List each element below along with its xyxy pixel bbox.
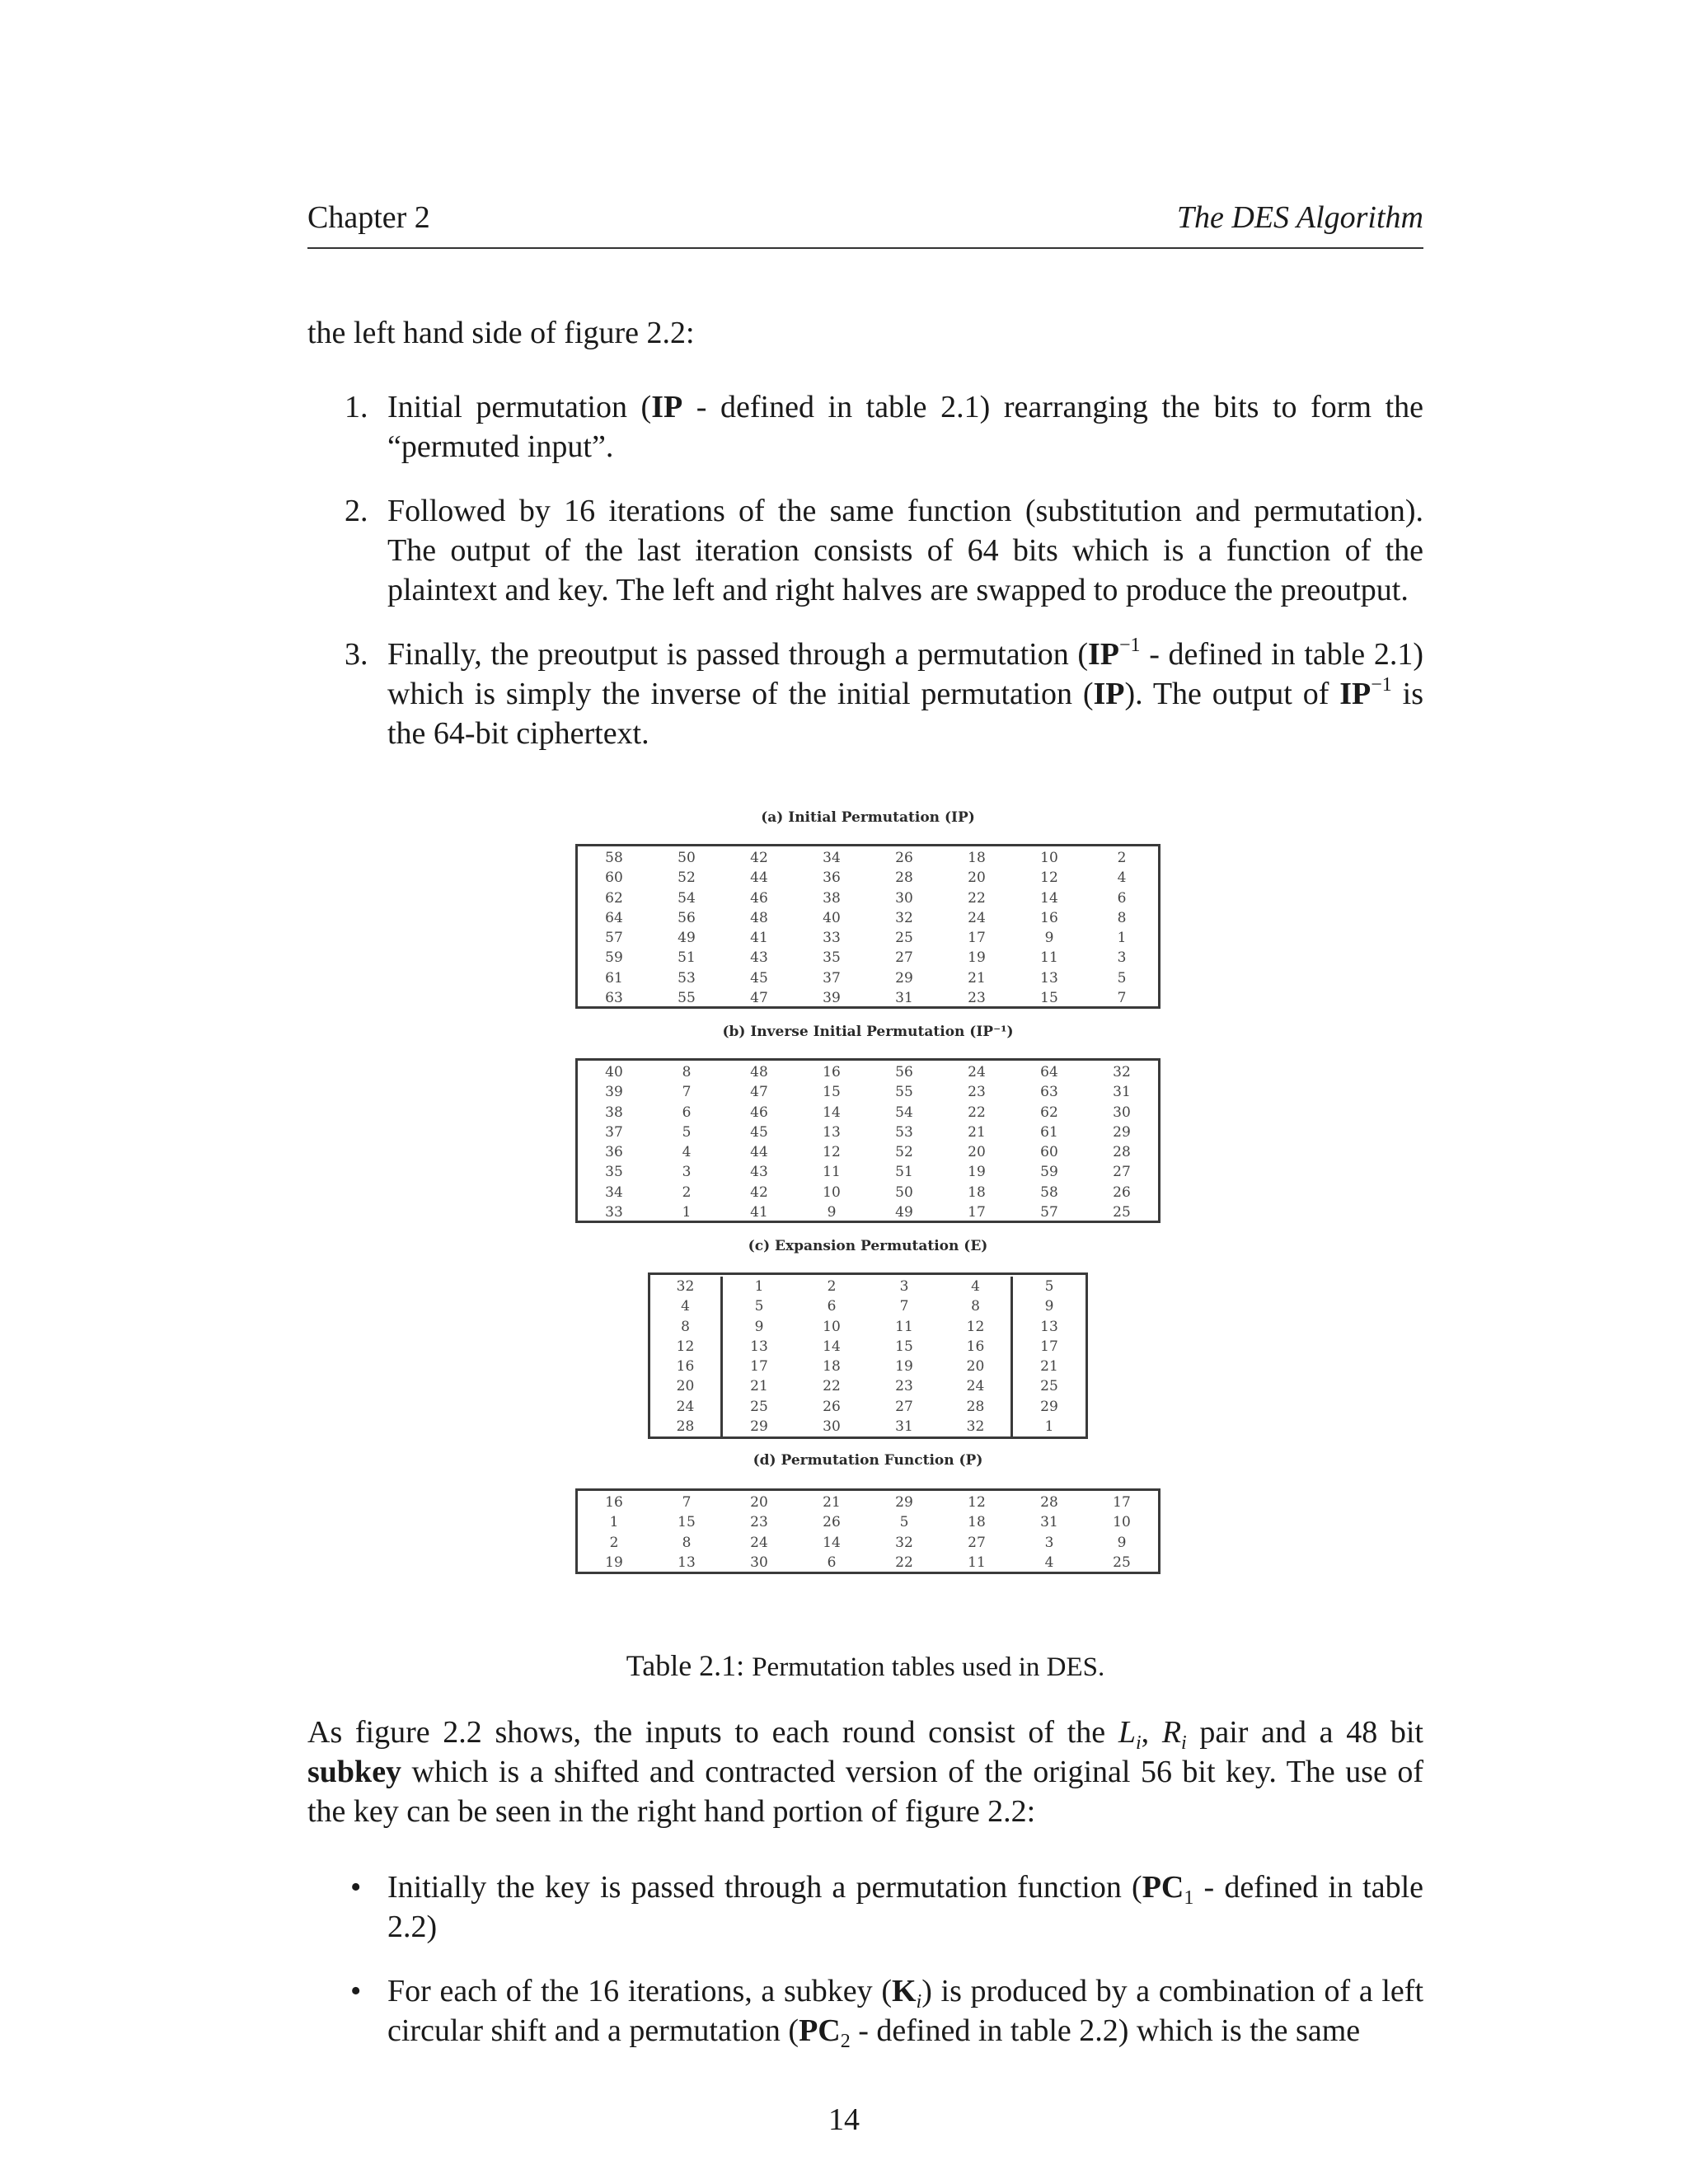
table-cell: 56	[678, 909, 696, 926]
table-cell: 60	[1040, 1144, 1058, 1161]
table-cell: 28	[650, 1417, 723, 1436]
list-item: 1. Initial permutation (IP - defined in table 2.1) rearranging the bits to form the “permuted input”.	[345, 390, 1423, 464]
table-cell: 17	[1040, 1338, 1058, 1355]
table-cell: 23	[750, 1514, 768, 1531]
table-cell: 31	[895, 990, 913, 1007]
table-cell: 26	[1113, 1183, 1131, 1201]
table-cell: 19	[605, 1554, 623, 1571]
table-cell: 29	[1040, 1398, 1058, 1415]
caption-expansion-permutation: (c) Expansion Permutation (E)	[748, 1238, 988, 1254]
table-cell: 1	[1117, 930, 1127, 947]
table-cell: 25	[750, 1398, 768, 1415]
table-caption-label: Table 2.1:	[626, 1649, 745, 1682]
table-cell: 57	[1040, 1204, 1058, 1221]
table-cell: 4	[650, 1296, 723, 1316]
table-cell: 1	[609, 1514, 619, 1531]
table-cell: 24	[750, 1534, 768, 1551]
table-cell: 14	[823, 1338, 841, 1355]
table-cell: 18	[968, 850, 986, 866]
table-cell: 10	[823, 1183, 841, 1201]
table-cell: 15	[1040, 990, 1058, 1007]
table-cell: 21	[1040, 1358, 1058, 1376]
table-cell: 31	[1113, 1084, 1131, 1101]
table-cell: 8	[940, 1296, 1013, 1316]
table-cell: 24	[650, 1397, 723, 1417]
table-cell: 14	[823, 1104, 841, 1121]
table-cell: 54	[895, 1104, 913, 1121]
table-cell: 40	[605, 1064, 623, 1080]
table-cell: 5	[899, 1514, 909, 1531]
list-item: 2. Followed by 16 iterations of the same function (substitution and permutation). The output of the last iteration consists of 64 bits which is a function of the plaintext and key. The left and right halves are swapped to produce the preoutput.	[345, 494, 1423, 607]
table-cell: 56	[895, 1064, 913, 1080]
table-cell: 16	[823, 1064, 841, 1080]
table-cell: 1	[1044, 1418, 1054, 1436]
table-cell: 52	[895, 1144, 913, 1161]
table-cell: 28	[940, 1397, 1013, 1417]
table-cell: 9	[1044, 1298, 1054, 1315]
table-cell: 10	[823, 1318, 841, 1335]
table-cell: 17	[750, 1358, 768, 1376]
list-item: • For each of the 16 iterations, a subkey $(K_i)$ is produced by a combination of a left circular shift and a permutation ($PC_2$ - defined in table 2.2) which is the same	[307, 1971, 1423, 2050]
table-cell: 37	[823, 969, 841, 987]
table-cell: 41	[750, 930, 768, 947]
table-cell: 13	[823, 1123, 841, 1141]
table-cell: 49	[895, 1204, 913, 1221]
table-cell: 24	[940, 1376, 1013, 1396]
table-cell: 13	[678, 1554, 696, 1571]
table-cell: 24	[968, 909, 986, 926]
table-cell: 15	[895, 1338, 913, 1355]
table-cell: 33	[823, 930, 841, 947]
table-cell: 10	[1040, 850, 1058, 866]
table-cell: 12	[1040, 869, 1058, 887]
table-cell: 8	[682, 1534, 692, 1551]
table-cell: 8	[1117, 909, 1127, 926]
table-cell: 5	[682, 1123, 692, 1141]
table-cell: 41	[750, 1204, 768, 1221]
table-cell: 53	[678, 969, 696, 987]
table-cell: 7	[1117, 990, 1127, 1007]
table-cell: 3	[899, 1278, 909, 1295]
table-cell: 13	[750, 1338, 768, 1355]
table-cell: 39	[605, 1084, 623, 1101]
table-cell: 19	[968, 1164, 986, 1181]
table-cell: 25	[1040, 1378, 1058, 1395]
table-cell: 9	[1044, 930, 1054, 947]
table-cell: 63	[1040, 1084, 1058, 1101]
table-cell: 8	[650, 1317, 723, 1337]
table-cell: 11	[968, 1554, 986, 1571]
table-cell: 64	[1040, 1064, 1058, 1080]
table-cell: 60	[605, 869, 623, 887]
table-cell: 9	[1117, 1534, 1127, 1551]
table-cell: 29	[895, 1494, 913, 1511]
caption-permutation-function: (d) Permutation Function (P)	[753, 1452, 983, 1469]
table-cell: 13	[1040, 969, 1058, 987]
table-cell: 54	[678, 889, 696, 907]
table-cell: 36	[823, 869, 841, 887]
table-cell: 14	[823, 1534, 841, 1551]
table-cell: 57	[605, 930, 623, 947]
table-cell: 7	[899, 1298, 909, 1315]
table-cell: 22	[968, 889, 986, 907]
table-cell: 3	[1117, 949, 1127, 967]
table-cell: 21	[968, 969, 986, 987]
table-cell: 25	[1113, 1554, 1131, 1571]
table-cell: 26	[823, 1398, 841, 1415]
table-cell: 35	[605, 1164, 623, 1181]
table-caption-desc: Permutation tables used in DES.	[752, 1652, 1105, 1682]
table-cell: 4	[1044, 1554, 1054, 1571]
table-cell: 38	[823, 889, 841, 907]
table-cell: 34	[605, 1183, 623, 1201]
table-cell: 30	[823, 1418, 841, 1436]
table-cell: 5	[754, 1298, 764, 1315]
table-cell: 8	[682, 1064, 692, 1080]
table-cell: 11	[895, 1318, 913, 1335]
table-cell: 2	[827, 1278, 837, 1295]
table-cell: 28	[1113, 1144, 1131, 1161]
table-cell: 48	[750, 909, 768, 926]
bullet-icon: •	[350, 1870, 362, 1905]
table-cell: 16	[940, 1337, 1013, 1357]
table-cell: 43	[750, 949, 768, 967]
table-cell: 53	[895, 1123, 913, 1141]
table-cell: 63	[605, 990, 623, 1007]
table-cell: 55	[895, 1084, 913, 1101]
table-cell: 15	[823, 1084, 841, 1101]
table-cell: 44	[750, 869, 768, 887]
table-cell: 29	[1113, 1123, 1131, 1141]
table-cell: 26	[895, 850, 913, 866]
inverse-permutation-table	[575, 1058, 1160, 1223]
table-cell: 22	[968, 1104, 986, 1121]
table-cell: 37	[605, 1123, 623, 1141]
table-cell: 16	[1040, 909, 1058, 926]
table-cell: 26	[823, 1514, 841, 1531]
table-cell: 20	[968, 869, 986, 887]
table-cell: 23	[895, 1378, 913, 1395]
table-cell: 29	[750, 1418, 768, 1436]
table-cell: 20	[940, 1357, 1013, 1376]
caption-initial-permutation: (a) Initial Permutation (IP)	[761, 809, 975, 826]
table-cell: 6	[827, 1554, 837, 1571]
page-number: 14	[828, 2102, 860, 2137]
table-cell: 16	[650, 1357, 723, 1376]
table-cell: 35	[823, 949, 841, 967]
table-cell: 40	[823, 909, 841, 926]
table-cell: 32	[940, 1417, 1013, 1436]
table-cell: 21	[823, 1494, 841, 1511]
list-item: 3. Finally, the preoutput is passed through a permutation ($IP^{-1}$ - defined in table 2.1) which is simply the inverse of the initial permutation (IP). The output of $IP^{-1}$ is the 64-bit ciphertext.	[345, 635, 1423, 751]
table-cell: 17	[968, 930, 986, 947]
table-cell: 39	[823, 990, 841, 1007]
table-cell: 32	[895, 1534, 913, 1551]
table-cell: 30	[1113, 1104, 1131, 1121]
table-cell: 51	[895, 1164, 913, 1181]
table-cell: 12	[650, 1337, 723, 1357]
table-cell: 23	[968, 990, 986, 1007]
table-cell: 43	[750, 1164, 768, 1181]
table-cell: 4	[1117, 869, 1127, 887]
table-cell: 18	[823, 1358, 841, 1376]
table-cell: 16	[605, 1494, 623, 1511]
table-cell: 21	[968, 1123, 986, 1141]
running-header	[307, 199, 1423, 249]
table-cell: 30	[895, 889, 913, 907]
table-cell: 58	[605, 850, 623, 866]
table-cell: 27	[968, 1534, 986, 1551]
table-cell: 44	[750, 1144, 768, 1161]
table-cell: 20	[968, 1144, 986, 1161]
table-cell: 32	[650, 1277, 723, 1296]
table-cell: 12	[823, 1144, 841, 1161]
initial-permutation-table	[575, 844, 1160, 1009]
table-cell: 28	[895, 869, 913, 887]
bullet-icon: •	[350, 1974, 362, 2008]
table-cell: 46	[750, 1104, 768, 1121]
table-cell: 6	[1117, 889, 1127, 907]
table-cell: 20	[750, 1494, 768, 1511]
table-cell: 42	[750, 1183, 768, 1201]
table-cell: 59	[605, 949, 623, 967]
table-cell: 50	[895, 1183, 913, 1201]
table-cell: 12	[968, 1494, 986, 1511]
list-item: • Initially the key is passed through a permutation function ($PC_1$ - defined in table 2.2)	[307, 1868, 1423, 1947]
table-cell: 17	[1113, 1494, 1131, 1511]
table-cell: 21	[750, 1378, 768, 1395]
table-cell: 48	[750, 1064, 768, 1080]
table-cell: 9	[754, 1318, 764, 1335]
table-cell: 55	[678, 990, 696, 1007]
table-cell: 62	[605, 889, 623, 907]
table-cell: 27	[895, 949, 913, 967]
table-cell: 4	[940, 1277, 1013, 1296]
table-cell: 49	[678, 930, 696, 947]
table-cell: 32	[1113, 1064, 1131, 1080]
table-cell: 58	[1040, 1183, 1058, 1201]
table-cell: 27	[1113, 1164, 1131, 1181]
table-caption	[307, 1648, 1423, 1683]
table-cell: 20	[650, 1376, 723, 1396]
table-cell: 36	[605, 1144, 623, 1161]
intro-text: the left hand side of figure 2.2:	[307, 316, 695, 350]
table-cell: 25	[895, 930, 913, 947]
caption-inverse-permutation: (b) Inverse Initial Permutation (IP⁻¹)	[722, 1024, 1014, 1040]
table-cell: 28	[1040, 1494, 1058, 1511]
table-cell: 59	[1040, 1164, 1058, 1181]
table-cell: 13	[1040, 1318, 1058, 1335]
table-cell: 22	[895, 1554, 913, 1571]
table-cell: 27	[895, 1398, 913, 1415]
chapter-title: The DES Algorithm	[1176, 200, 1423, 235]
table-cell: 6	[827, 1298, 837, 1315]
table-cell: 19	[968, 949, 986, 967]
table-cell: 2	[682, 1183, 692, 1201]
table-cell: 24	[968, 1064, 986, 1080]
expansion-permutation-table	[648, 1272, 1088, 1439]
table-cell: 22	[823, 1378, 841, 1395]
permutation-function-table	[575, 1488, 1160, 1574]
table-cell: 11	[823, 1164, 841, 1181]
table-cell: 11	[1040, 949, 1058, 967]
table-cell: 3	[682, 1164, 692, 1181]
table-cell: 6	[682, 1104, 692, 1121]
table-cell: 1	[754, 1278, 764, 1295]
table-cell: 17	[968, 1204, 986, 1221]
table-cell: 25	[1113, 1204, 1131, 1221]
table-cell: 9	[827, 1204, 837, 1221]
table-cell: 38	[605, 1104, 623, 1121]
table-cell: 31	[1040, 1514, 1058, 1531]
table-cell: 2	[609, 1534, 619, 1551]
table-cell: 10	[1113, 1514, 1131, 1531]
table-cell: 18	[968, 1183, 986, 1201]
table-cell: 15	[678, 1514, 696, 1531]
table-cell: 29	[895, 969, 913, 987]
chapter-label: Chapter 2	[307, 200, 430, 235]
table-cell: 3	[1044, 1534, 1054, 1551]
table-cell: 45	[750, 969, 768, 987]
table-cell: 7	[682, 1494, 692, 1511]
table-cell: 45	[750, 1123, 768, 1141]
table-cell: 19	[895, 1358, 913, 1376]
table-cell: 23	[968, 1084, 986, 1101]
table-cell: 2	[1117, 850, 1127, 866]
table-cell: 7	[682, 1084, 692, 1101]
table-cell: 52	[678, 869, 696, 887]
table-cell: 46	[750, 889, 768, 907]
table-cell: 18	[968, 1514, 986, 1531]
table-cell: 30	[750, 1554, 768, 1571]
table-cell: 50	[678, 850, 696, 866]
table-cell: 34	[823, 850, 841, 866]
body-paragraph: As figure 2.2 shows, the inputs to each round consist of the $L_i$, $R_i$ pair and a 48 bit subkey which is a shifted and contracted version of the original 56 bit key. The use of the key can be seen in the right hand portion of figure 2.2:	[307, 1715, 1423, 1829]
table-cell: 51	[678, 949, 696, 967]
table-cell: 14	[1040, 889, 1058, 907]
table-cell: 1	[682, 1204, 692, 1221]
table-cell: 47	[750, 1084, 768, 1101]
table-cell: 61	[605, 969, 623, 987]
table-cell: 64	[605, 909, 623, 926]
table-cell: 5	[1044, 1278, 1054, 1295]
table-cell: 32	[895, 909, 913, 926]
table-cell: 47	[750, 990, 768, 1007]
table-cell: 31	[895, 1418, 913, 1436]
table-cell: 42	[750, 850, 768, 866]
table-cell: 62	[1040, 1104, 1058, 1121]
table-cell: 5	[1117, 969, 1127, 987]
table-cell: 12	[940, 1317, 1013, 1337]
table-cell: 61	[1040, 1123, 1058, 1141]
table-cell: 4	[682, 1144, 692, 1161]
table-cell: 33	[605, 1204, 623, 1221]
